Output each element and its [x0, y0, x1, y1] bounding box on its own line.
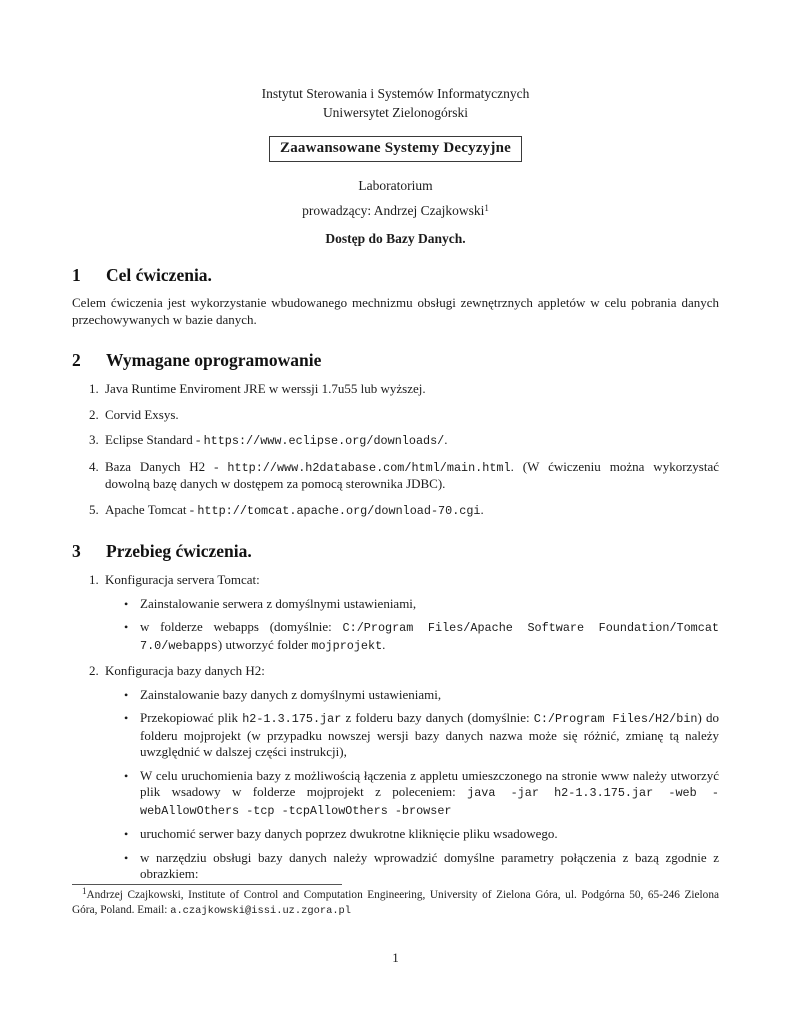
university-name: Uniwersytet Zielonogórski: [322, 105, 469, 120]
text-segment: Zainstalowanie bazy danych z domyślnymi ustawieniami,: [140, 686, 442, 702]
bullet-item: [105, 850, 719, 883]
bullet-marker: •: [124, 620, 129, 634]
text-segment: W celu uruchomienia bazy z możliwością łączenia z appletu umieszczonego na stronie www należy utworzyć plik wsadowy w folderze mojprojekt z poleceniem:: [140, 767, 719, 799]
footnote-text: [72, 885, 719, 919]
list-item-number: 2.: [89, 663, 99, 678]
text-segment: ) do folderu mojprojekt (w przypadku nowszej wersji bazy danych nazwa może się różnić, zmianę tą należy uwzględnić w dalszej części instrukcji),: [140, 710, 719, 759]
list-item-text: [105, 381, 719, 398]
institute-name: Instytut Sterowania i Systemów Informatycznych: [261, 86, 530, 101]
text-segment: .: [480, 501, 484, 517]
footnote: [72, 884, 719, 919]
section-1-heading: [72, 263, 719, 287]
text-segment: .: [444, 432, 448, 447]
superscript-marker: 1: [82, 885, 87, 896]
bullet-marker: •: [124, 596, 129, 611]
code-text: java -jar h2-1.3.175.jar -web -webAllowOthers -tcp -tcpAllowOthers -browser: [140, 786, 719, 818]
lab-subtitle: Laboratorium: [358, 177, 433, 193]
text-segment: Corvid Exsys.: [105, 406, 179, 422]
list-item: [72, 381, 719, 398]
instructor-line: [72, 203, 719, 221]
code-text: a.czajkowski@issi.uz.zgora.pl: [170, 905, 352, 917]
text-segment: . (W ćwiczeniu można wykorzystać dowolną bazę danych w dostępem za pomocą sterownika JDBC).: [105, 458, 719, 491]
list-item: [72, 572, 719, 654]
list-item: [72, 432, 719, 450]
list-item-number: 4.: [89, 458, 99, 474]
text-segment: .: [382, 636, 386, 652]
text-segment: z folderu bazy danych (domyślnie:: [341, 710, 534, 725]
text-segment: uruchomić serwer bazy danych poprzez dwukrotne kliknięcie pliku wsadowego.: [140, 826, 558, 841]
bullet-item: [105, 687, 719, 704]
list-item-number: 1.: [89, 381, 99, 396]
text-segment: Celem ćwiczenia jest wykorzystanie wbudowanego mechnizmu obsługi zewnętrznych appletów w celu pobrania danych przechowywanych w bazie danych.: [72, 295, 719, 327]
list-item: [72, 459, 719, 493]
bullet-list: [105, 596, 719, 655]
list-item-body: [105, 572, 719, 654]
text-segment: Zainstalowanie serwera z domyślnymi ustawieniami,: [140, 595, 417, 611]
text-segment: Eclipse Standard -: [105, 432, 204, 447]
bullet-item: [105, 619, 719, 654]
bullet-text: [140, 850, 719, 883]
bullet-marker: •: [124, 827, 129, 841]
section-2-title: Wymagane oprogramowanie: [106, 350, 322, 370]
text-segment: Przekopiować plik: [140, 710, 243, 725]
text-segment: Andrzej Czajkowski, Institute of Control and Computation Engineering, University of Zielona Góra, ul. Podgórna 50, 65-246 Zielona Góra, Poland. Email:: [72, 889, 719, 916]
bullet-list: [105, 687, 719, 883]
bullet-item: [105, 826, 719, 843]
list-item-text: [105, 432, 719, 450]
text-segment: prowadzący: Andrzej Czajkowski: [302, 203, 485, 218]
section-2-heading: [72, 348, 719, 372]
list-item-body: [105, 663, 719, 883]
text-segment: w folderze webapps (domyślnie:: [140, 619, 343, 634]
code-text: http://www.h2database.com/html/main.html: [227, 460, 511, 475]
text-segment: w narzędziu obsługi bazy danych należy wprowadzić domyślne parametry połączenia z bazą zgodnie z obrazkiem:: [140, 849, 719, 881]
list-item-text: [105, 407, 719, 424]
list-item-number: 2.: [89, 406, 99, 422]
section-2-number: 2: [72, 350, 81, 370]
bullet-item: [105, 768, 719, 820]
text-segment: Java Runtime Enviroment JRE w werssji 1.7u55 lub wyższej.: [105, 381, 426, 396]
text-segment: Apache Tomcat -: [105, 501, 198, 517]
list-item: [72, 407, 719, 424]
document-title: Dostęp do Bazy Danych.: [325, 230, 466, 246]
list-item: [72, 502, 719, 520]
list-item-number: 1.: [89, 572, 99, 587]
bullet-text: [140, 619, 719, 654]
list-item-number: 3.: [89, 432, 99, 447]
text-segment: Konfiguracja bazy danych H2:: [105, 663, 265, 678]
software-list: [72, 381, 719, 519]
bullet-item: [105, 596, 719, 613]
code-text: http://tomcat.apache.org/download-70.cgi: [197, 503, 481, 518]
superscript-marker: 1: [484, 202, 489, 213]
code-text: C:/Program Files/Apache Software Foundation/Tomcat 7.0/webapps: [140, 621, 719, 653]
bullet-text: [140, 768, 719, 820]
section-1-title: Cel ćwiczenia.: [106, 265, 212, 285]
course-title-box: Zaawansowane Systemy Decyzyjne: [269, 136, 522, 162]
page-number: 1: [392, 950, 399, 965]
list-item-text: [105, 459, 719, 493]
bullet-marker: •: [124, 850, 129, 865]
bullet-marker: •: [124, 687, 129, 702]
code-text: https://www.eclipse.org/downloads/: [203, 434, 445, 448]
bullet-text: [140, 596, 719, 613]
section-3-number: 3: [72, 541, 81, 561]
code-text: h2-1.3.175.jar: [242, 712, 342, 726]
bullet-marker: •: [124, 711, 129, 725]
code-text: mojprojekt: [311, 638, 383, 653]
section-1-paragraph: [72, 295, 719, 328]
list-item-text: [105, 572, 719, 589]
list-item: [72, 663, 719, 883]
section-1-number: 1: [72, 265, 81, 285]
footnote-rule: [72, 884, 342, 885]
list-item-number: 5.: [89, 501, 99, 517]
bullet-item: [105, 710, 719, 761]
text-segment: Baza Danych H2 -: [105, 458, 228, 474]
list-item-text: [105, 663, 719, 680]
procedure-list: [72, 572, 719, 883]
bullet-marker: •: [124, 768, 129, 783]
text-segment: ) utworzyć folder: [217, 636, 312, 652]
section-3-heading: [72, 539, 719, 563]
course-title-wrap: [72, 136, 719, 162]
bullet-text: [140, 710, 719, 761]
bullet-text: [140, 826, 719, 843]
text-segment: Konfiguracja servera Tomcat:: [105, 572, 260, 587]
bullet-text: [140, 687, 719, 704]
code-text: C:/Program Files/H2/bin: [533, 712, 698, 726]
section-3-title: Przebieg ćwiczenia.: [106, 541, 252, 561]
list-item-text: [105, 502, 719, 520]
